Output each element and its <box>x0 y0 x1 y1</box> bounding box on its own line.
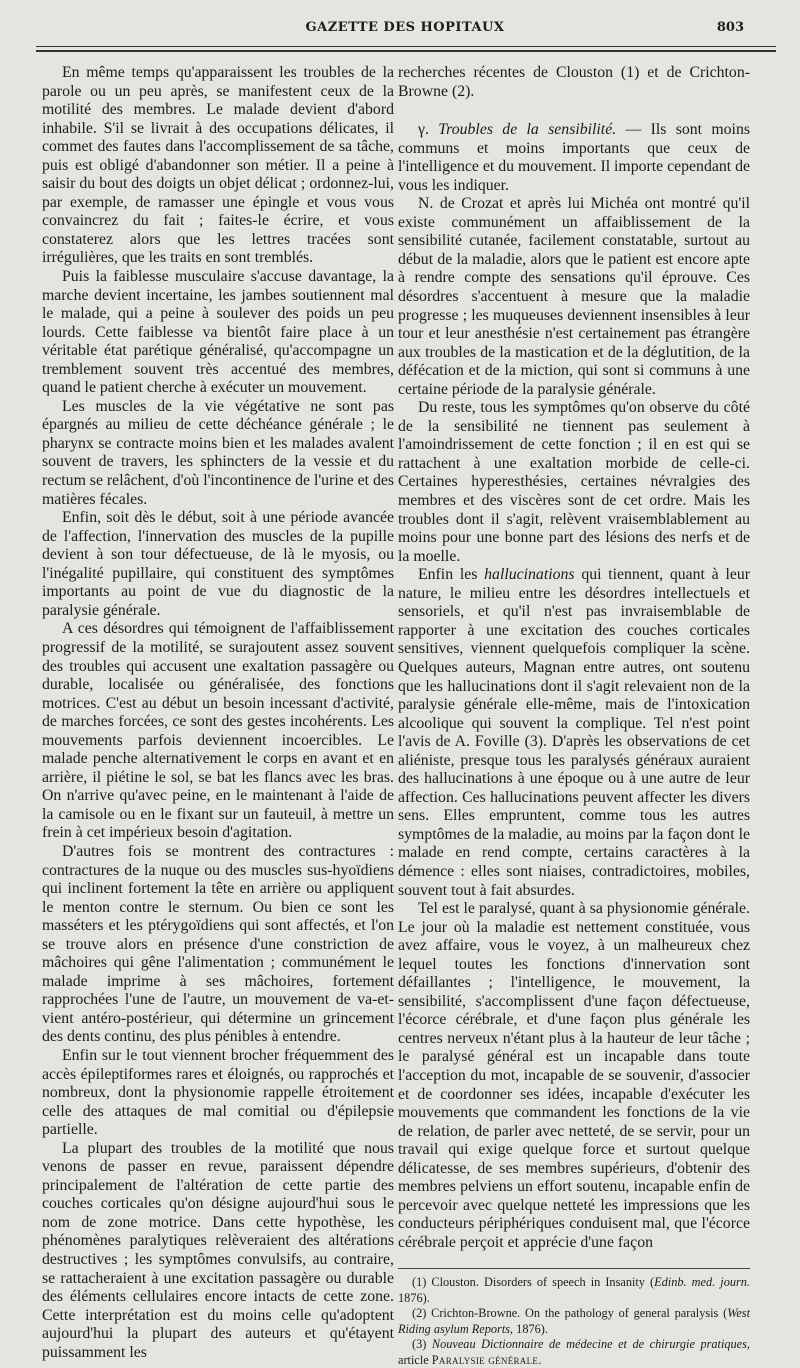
footnote-journal: Nouveau Dictionnaire de médecine et de chirurgie pratiques <box>431 1337 747 1352</box>
paragraph: N. de Crozat et après lui Michéa ont montré qu'il existe communément un affaiblissement de la sensibilité cutanée, facilement constatable, surtout au début de la maladie, alors que le patient est encore apte à rendre compte des sensations qu'il éprouve. Ces désordres s'accentuent à mesure que la maladie progresse ; les muqueuses deviennent insensibles à leur tour et leur anesthésie n'est certainement pas étrangère aux troubles de la mastication et de la déglutition, de la défécation et de la miction, qui sont si communs à une certaine période de la paralysie générale. <box>398 195 750 398</box>
paragraph: Enfin, soit dès le début, soit à une période avancée de l'affection, l'innervation des muscles de la pupille devient à son tour défectueuse, de là le myosis, ou l'inégalité pupillaire, qui constituent des symptômes importants au point de vue du diagnostic de la paralysie générale. <box>42 509 394 619</box>
footnote-text: (3) <box>412 1337 432 1352</box>
footnote-journal: Edinb. med. journ. <box>654 1275 750 1290</box>
footnote-1 <box>398 1275 750 1306</box>
footnote-article: Paralysie générale <box>431 1352 539 1367</box>
right-column <box>398 64 750 1368</box>
paragraph: Les muscles de la vie végétative ne sont pas épargnés au milieu de cette déchéance générale ; le pharynx se contracte moins bien et les malades avalent souvent de travers, les sphincters de la vessie et du rectum se relâchent, d'où l'incontinence de l'urine et des matières fécales. <box>42 397 394 508</box>
paragraph: Du reste, tous les symptômes qu'on observe du côté de la sensibilité ne tiennent pas seulement à l'amoindrissement de cette fonction ; il en est qui se rattachent à une exaltation morbide de celle-ci. Certaines hyperesthésies, certaines névralgies des membres et des viscères sont de cet ordre. Mais les troubles dont il s'agit, relèvent vraisemblablement au moins pour une bonne part des lésions des nerfs et de la moelle. <box>398 399 750 565</box>
paragraph-hallucinations <box>398 566 750 900</box>
text-run: qui tiennent, quant à leur nature, le milieu entre les désordres intellectuels et sensoriels, et qu'il n'est pas invraisemblable de rapporter à une excitation des couches corticales sensitives, viennent quelquefois compliquer la scène. Quelques auteurs, Magnan entre autres, ont soutenu que les hallucinations dont il s'agit relevaient non de la paralysie générale elle-même, mais de l'intoxication alcoolique qui souvent la complique. Tel n'est point l'avis de A. Foville (3). D'après les observations de cet aliéniste, presque tous les paralysés généraux auraient des hallucinations à une époque ou à une autre de leur affection. Ces hallucinations peuvent affecter les divers sens. Elles empruntent, comme tous les autres symptômes de la maladie, au moins par la façon dont le malade en rend compte, certains caractères à la démence : elles sont niaises, contradictoires, mobiles, souvent tout à fait absurdes. <box>398 566 751 899</box>
section-heading-prefix: γ. <box>418 121 439 139</box>
page-number: 803 <box>716 20 744 35</box>
emphasis: hallucinations <box>484 566 575 584</box>
footnote-text: (2) Crichton-Browne. On the pathology of general paralysis ( <box>412 1306 728 1321</box>
paragraph: En même temps qu'apparaissent les troubles de la parole ou un peu après, se manifestent ceux de la motilité des membres. Le malade devient d'abord inhabile. S'il se livrait à des occupations délicates, il commet des fautes dans l'accomplissement de sa tâche, puis est obligé d'abandonner son métier. Il a peine à saisir du bout des doigts un objet délicat ; ordonnez-lui, par exemple, de ramasser une épingle et vous vous convaincrez du fait ; faites-le écrire, et vous constaterez alors que les lettres tracées sont irrégulières, que les traits en sont tremblés. <box>42 64 394 267</box>
footnote-text: (1) Clouston. Disorders of speech in Insanity ( <box>412 1275 655 1290</box>
paragraph: Enfin sur le tout viennent brocher fréquemment des accès épileptiformes rares et éloignés, ou rapprochés et nombreux, dont la physionomie rappelle étroitement celle des attaques de mal comitial ou d'épilepsie partielle. <box>42 1046 394 1139</box>
paragraph-continuation: recherches récentes de Clouston (1) et de Crichton-Browne (2). <box>398 64 750 100</box>
text-run: Enfin les <box>418 566 485 584</box>
section-paragraph-sensibilite <box>398 121 750 195</box>
footnote-text: 1876). <box>398 1290 430 1305</box>
journal-title: GAZETTE DES HOPITAUX <box>305 20 505 35</box>
paragraph: D'autres fois se montrent des contractures : contractures de la nuque ou des muscles sus-hyoïdiens qui inclinent fortement la tête en arrière ou appliquent le menton contre le sternum. Ou bien ce sont les masséters et les ptérygoïdiens qui sont affectés, et l'on se trouve alors en présence d'une constriction de mâchoires qui gêne l'alimentation ; communément le malade imprime à ses mâchoires, fortement rapprochées l'une de l'autre, un mouvement de va-et-vient antéro-postérieur, qui détermine un grincement des dents continu, des plus pénibles à entendre. <box>42 842 394 1046</box>
paragraph: Puis la faiblesse musculaire s'accuse davantage, la marche devient incertaine, les jambes soutiennent mal le malade, qui a peine à soulever des poids un peu lourds. Cette faiblesse va bientôt faire place à un véritable état parétique généralisé, qu'accompagne un tremblement souvent très accentué des membres, quand le patient cherche à exécuter un mouvement. <box>42 268 394 397</box>
section-text: — Ils sont moins communs et moins importants que ceux de l'intelligence et du mouvement. Il importe cependant de vous les indiquer. <box>398 121 751 194</box>
footnote-text: , article <box>398 1337 750 1367</box>
footnote-text: . <box>538 1352 542 1367</box>
running-header <box>60 18 750 40</box>
section-heading: Troubles de la sensibilité. <box>438 121 617 139</box>
header-rule-thin <box>36 46 776 47</box>
paragraph: Tel est le paralysé, quant à sa physionomie générale. Le jour où la maladie est nettement constituée, vous avez affaire, vous le voyez, à un malheureux chez lequel toutes les fonctions d'innervation sont défaillantes ; l'intelligence, le mouvement, la sensibilité, s'accomplissent d'une façon défectueuse, l'écorce cérébrale, et d'une façon plus générale les centres nerveux n'étant plus à la hauteur de leur tâche ; le paralysé général est un incapable dans toute l'acception du mot, incapable de se souvenir, d'associer et de coordonner ses idées, incapable d'exécuter les mouvements que commandent les fonctions de la vie de relation, de parler avec netteté, de se servir, pour un travail qui exige quelque force et surtout quelque délicatesse, de ses membres supérieurs, d'obtenir des membres pelviens un effort soutenu, incapable enfin de percevoir avec quelque netteté les impressions que les conducteurs périphériques conduisent mal, que l'écorce cérébrale perçoit et apprécie d'une façon <box>398 900 750 1251</box>
footnote-text: , 1876). <box>510 1321 548 1336</box>
footnote-rule <box>398 1268 750 1269</box>
footnote-2 <box>398 1306 750 1337</box>
left-column <box>42 64 394 1362</box>
paragraph: La plupart des troubles de la motilité que nous venons de passer en revue, paraissent dépendre principalement de l'altération de cette partie des couches corticales qu'on désigne aujourd'hui sous le nom de zone motrice. Dans cette hypothèse, les phénomènes paralytiques relèveraient des altérations destructives ; les symptômes convulsifs, au contraire, se rattacheraient à une excitation passagère ou durable des éléments cellulaires encore intacts de cette zone. Cette interprétation est du moins celle qu'adoptent aujourd'hui la plupart des auteurs et qu'étayent puissamment les <box>42 1139 394 1361</box>
footnote-journal: West Riding asylum Reports <box>398 1306 750 1336</box>
footnotes <box>398 1275 750 1368</box>
header-rule-thick <box>36 50 776 52</box>
paragraph: A ces désordres qui témoignent de l'affaiblissement progressif de la motilité, se surajoutent assez souvent des troubles qui accusent une exaltation passagère ou durable, localisée ou généralisée, des fonctions motrices. C'est au début un besoin incessant d'activité, de marches forcées, ce sont des gestes incohérents. Les mouvements parfois deviennent incoercibles. Le malade penche alternativement le corps en avant et en arrière, il piétine le sol, se bat les flancs avec les bras. On n'arrive qu'avec peine, en le maintenant à l'aide de la camisole ou en le fixant sur un fauteuil, à mettre un frein à cet impérieux besoin d'agitation. <box>42 620 394 842</box>
footnote-3 <box>398 1337 750 1368</box>
